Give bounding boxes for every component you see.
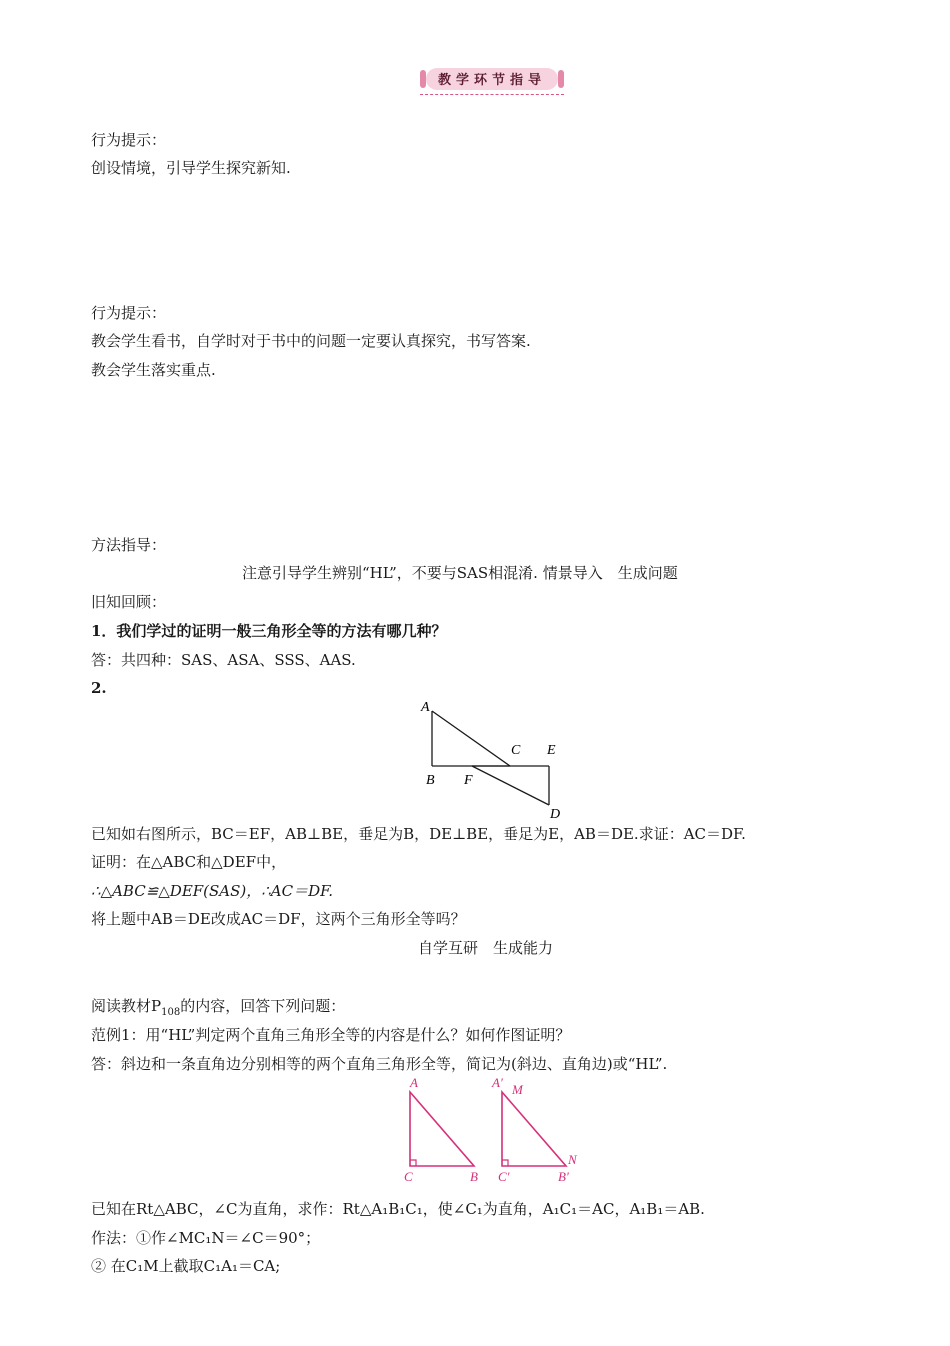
example-1: 范例1：用“HL”判定两个直角三角形全等的内容是什么？如何作图证明？ [91, 1026, 571, 1044]
given-statement: 已知如右图所示，BC＝EF，AB⊥BE，垂足为B，DE⊥BE，垂足为E，AB＝DE.求证：AC＝DF. [91, 825, 746, 843]
change-question: 将上题中AB＝DE改成AC＝DF，这两个三角形全等吗？ [91, 910, 466, 928]
label-c-prime: C′ [498, 1169, 510, 1184]
label-c: C [511, 743, 521, 758]
method-text: 注意引导学生辨别“HL”，不要与SAS相混淆. 情景导入 生成问题 [242, 564, 678, 582]
label-c: C [404, 1169, 413, 1184]
figure-parallel-triangles [410, 696, 580, 822]
self-study-title: 自学互研 生成能力 [418, 939, 554, 957]
read-suffix: 的内容，回答下列问题： [180, 997, 346, 1015]
example-1-answer: 答：斜边和一条直角边分别相等的两个直角三角形全等，简记为(斜边、直角边)或“HL”. [91, 1055, 668, 1073]
hint2-text1: 教会学生看书，自学时对于书中的问题一定要认真探究，书写答案. [91, 332, 531, 350]
question-1: 1．我们学过的证明一般三角形全等的方法有哪几种？ [91, 622, 447, 640]
read-instruction [91, 996, 345, 1023]
hint1-label: 行为提示： [91, 131, 167, 149]
hint2-label: 行为提示： [91, 304, 167, 322]
segment-ac [432, 711, 510, 766]
hint1-text: 创设情境，引导学生探究新知. [91, 159, 291, 177]
label-a: A [410, 1075, 418, 1090]
given-construction: 已知在Rt△ABC，∠C为直角，求作：Rt△A₁B₁C₁，使∠C₁为直角，A₁C₁＝AC，A₁B₁＝AB. [91, 1200, 705, 1218]
review-label: 旧知回顾： [91, 593, 167, 611]
segment-fd [472, 766, 549, 805]
triangle-abc [410, 1092, 474, 1166]
section-banner [420, 66, 564, 96]
label-e: E [547, 743, 556, 758]
label-a-prime: A′ [492, 1075, 503, 1090]
label-b: B [426, 773, 435, 788]
label-b-prime: B′ [558, 1169, 569, 1184]
label-n: N [568, 1152, 577, 1167]
label-a: A [421, 700, 430, 715]
question-2-number: 2. [91, 679, 107, 697]
banner-underline [420, 94, 564, 95]
label-b: B [470, 1169, 478, 1184]
proof-line-1: 证明：在△ABC和△DEF中， [91, 853, 287, 871]
label-d: D [550, 807, 561, 822]
triangle-a1b1c1 [502, 1092, 566, 1166]
method-step-1: 作法：①作∠MC₁N＝∠C＝90°； [91, 1229, 321, 1247]
read-page: 108 [161, 1007, 181, 1018]
label-m: M [512, 1082, 523, 1097]
right-angle-mark-c [410, 1160, 416, 1166]
right-angle-mark-c1 [502, 1160, 508, 1166]
method-step-2: ② 在C₁M上截取C₁A₁＝CA; [91, 1257, 281, 1275]
method-label: 方法指导： [91, 536, 167, 554]
figure-right-triangles [400, 1074, 582, 1186]
read-prefix: 阅读教材P [91, 997, 162, 1015]
hint2-text2: 教会学生落实重点. [91, 361, 216, 379]
answer-1: 答：共四种：SAS、ASA、SSS、AAS. [91, 651, 356, 669]
label-f: F [464, 773, 473, 788]
banner-title: 教学环节指导 [437, 73, 546, 88]
proof-line-2: ∴△ABC≌△DEF(SAS)，∴AC＝DF. [91, 882, 333, 900]
